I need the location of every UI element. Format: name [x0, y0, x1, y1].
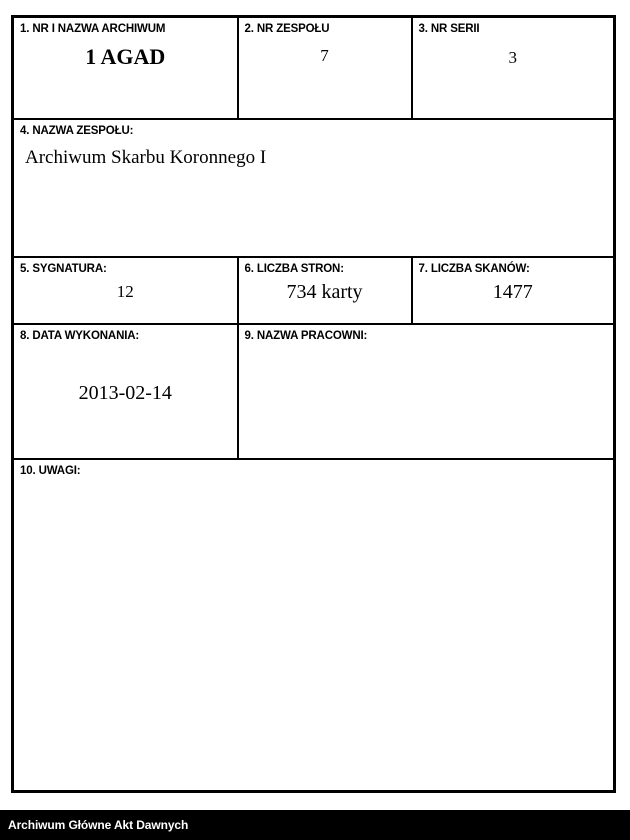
- footer-bar: [0, 810, 630, 840]
- archival-metadata-form: [11, 15, 616, 793]
- field-fonds-name-cell[interactable]: [13, 119, 615, 257]
- form-row-2: [13, 119, 615, 257]
- field-series-number-cell[interactable]: [412, 17, 615, 120]
- field-studio-name-cell[interactable]: [238, 324, 615, 459]
- footer-institution-name: Archiwum Główne Akt Dawnych: [8, 818, 189, 832]
- form-row-1: [13, 17, 615, 120]
- field-archive-number-name-cell[interactable]: [13, 17, 238, 120]
- field-scan-count-label: 7. LICZBA SKANÓW:: [418, 263, 530, 275]
- field-fonds-number-label: 2. NR ZESPOŁU: [244, 23, 330, 35]
- field-archive-number-name-label: 1. NR I NAZWA ARCHIWUM: [20, 23, 166, 35]
- field-fonds-number-value: 7: [320, 45, 329, 65]
- field-archive-number-name-value: 1 AGAD: [85, 43, 166, 69]
- field-remarks-cell[interactable]: [13, 459, 615, 792]
- field-scan-count-cell[interactable]: [412, 257, 615, 324]
- field-fonds-number-cell[interactable]: [238, 17, 412, 120]
- field-execution-date-value: 2013-02-14: [78, 381, 172, 404]
- field-signature-cell[interactable]: [13, 257, 238, 324]
- field-execution-date-label: 8. DATA WYKONANIA:: [20, 330, 140, 342]
- field-series-number-label: 3. NR SERII: [418, 23, 480, 35]
- field-page-count-label: 6. LICZBA STRON:: [244, 263, 344, 275]
- field-fonds-name-label: 4. NAZWA ZESPOŁU:: [20, 125, 134, 137]
- field-signature-value: 12: [116, 281, 134, 301]
- form-row-4: [13, 324, 615, 459]
- form-row-3: [13, 257, 615, 324]
- field-remarks-label: 10. UWAGI:: [20, 465, 81, 477]
- field-studio-name-label: 9. NAZWA PRACOWNI:: [244, 330, 368, 342]
- field-page-count-value: 734 karty: [286, 280, 363, 303]
- form-row-5: [13, 459, 615, 792]
- field-execution-date-cell[interactable]: [13, 324, 238, 459]
- field-fonds-name-value: Archiwum Skarbu Koronnego I: [25, 146, 267, 168]
- field-page-count-cell[interactable]: [238, 257, 412, 324]
- field-signature-label: 5. SYGNATURA:: [20, 263, 107, 275]
- field-scan-count-value: 1477: [492, 280, 533, 303]
- field-series-number-value: 3: [508, 47, 517, 67]
